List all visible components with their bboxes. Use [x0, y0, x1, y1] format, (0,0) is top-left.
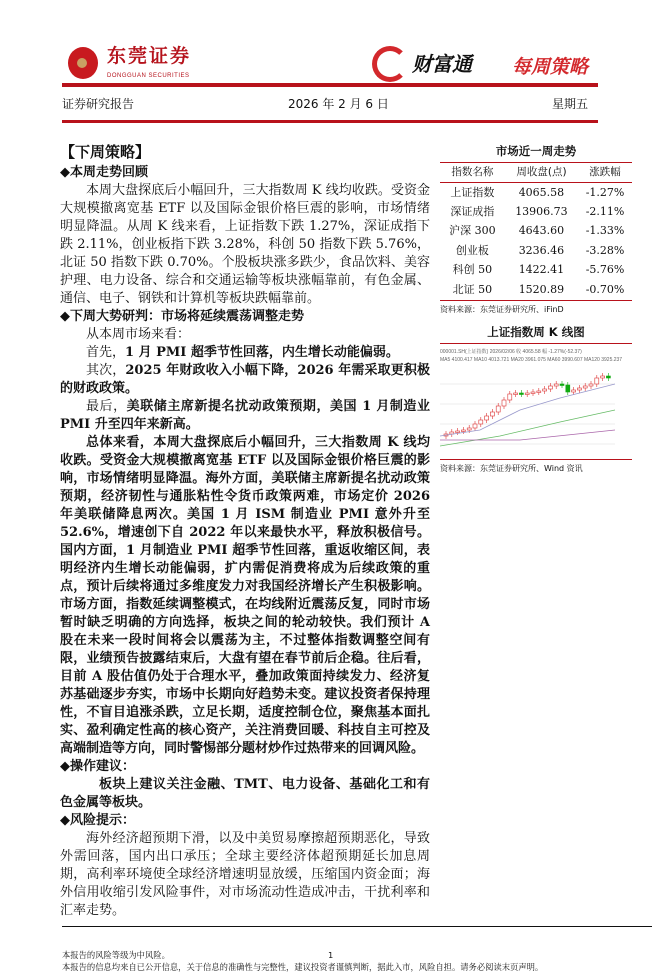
table-cell: 3236.46 [518, 243, 565, 257]
table-cell: 创业板 [455, 243, 489, 257]
candle-body [490, 412, 494, 416]
table-row [440, 183, 632, 203]
point-text: 美联储主席新提名扰动政策预期，美国 1 月制造业 PMI 升至四年来新高。 [60, 399, 430, 432]
candle-body [589, 384, 593, 386]
point-2 [60, 362, 430, 398]
header-rule-2 [62, 120, 598, 123]
candle-body [485, 416, 489, 420]
risk-heading: ◆风险提示： [60, 813, 135, 828]
risk-text: 海外经济超预期下滑，以及中美贸易摩擦超预期恶化，导致外需回落，国内出口承压；全球主要经济体超预期延长加息周期，高利率环境使全球经济增速明显放缓，压缩国内资金面；海外信用收缩引发风险事件，对市场流动性造成冲击，干扰利率和汇率走势。 [60, 831, 430, 918]
candle-body [554, 384, 558, 386]
table-cell: 4065.58 [518, 185, 565, 199]
table-row [440, 241, 632, 261]
col-header: 指数名称 [440, 163, 505, 183]
header-rule [62, 83, 598, 87]
sidebar [440, 144, 632, 474]
brand-banner [372, 46, 602, 86]
table-cell: -1.33% [585, 224, 625, 238]
table-row [440, 222, 632, 242]
table-source: 资料来源：东莞证券研究所、iFinD [440, 300, 632, 315]
candle-body [508, 394, 512, 400]
candle-body [456, 431, 460, 433]
table-cell: -0.70% [585, 282, 625, 296]
table-cell: 北证 50 [452, 282, 493, 296]
table-row [440, 261, 632, 281]
table-cell: -3.28% [585, 243, 625, 257]
point-1 [60, 344, 430, 362]
logo-mark-icon [68, 47, 98, 79]
candle-body [537, 391, 541, 393]
table-cell: -2.11% [585, 204, 625, 218]
point-text: 2025 年财政收入小幅下降，2026 年需采取更积极的财政政策。 [60, 363, 430, 396]
disclaimer: 本报告的信息均来自已公开信息，关于信息的准确性与完整性，建议投资者谨慎判断，据此入市，风险自担。请务必阅读末页声明。 [62, 962, 544, 972]
candle-body [531, 392, 535, 394]
page-number: 1 [328, 950, 334, 960]
point-lead: 首先， [86, 345, 126, 360]
chart-source: 资料来源：东莞证券研究所、Wind 资讯 [440, 459, 632, 474]
report-weekday: 星期五 [552, 97, 589, 111]
brand-name: 财富通 [412, 52, 472, 76]
table-cell: -5.76% [585, 263, 625, 277]
brand-column: 每周策略 [512, 56, 589, 78]
candle-body [502, 400, 506, 406]
candle-body [543, 389, 547, 391]
summary-text: 总体来看，本周大盘探底后小幅回升，三大指数周 K 线均收跌。受资金大规模撤离宽基 ETF 以及国际金银价格巨震的影响，市场情绪明显降温。海外方面，美联储主席新提名扰动政策预期，经济韧性与通胀粘性令货币政策两难，市场定价 2026 年美联储降息两次。美国 1 月 ISM 制造业 PMI 意外升至 52.6%，增速创下自 2022 年以来最快水平，释放积极信号。国内方面，1 月制造业 PMI 超季节性回落，重返收缩区间，表明经济内生增长动能偏弱，扩内需促消费将成为后续政策的重点，预计后续将通过多维度发力对我国经济增长产生积极影响。市场方面，指数延续调整模式，在均线附近震荡反复，同时市场暂时缺乏明确的方向选择，板块之间的轮动较快。我们预计 A 股在未来一段时间将会以震荡为主，不过整体指数调整空间有限，业绩预告披露结束后，大盘有望在春节前后企稳。往后看，目前 A 股估值仍处于合理水平，叠加政策面持续发力、经济复苏基础逐步夯实，市场中长期向好趋势未变。建议投资者保持理性，不盲目追涨杀跌，立足长期，适度控制仓位，聚焦基本面扎实、盈利确定性高的核心资产，关注消费回暖、科技自主可控及高端制造等方向，同时警惕部分题材炒作过热带来的回调风险。 [60, 435, 430, 756]
table-cell: 1520.89 [518, 282, 565, 296]
candle-body [525, 393, 529, 395]
candle-body [595, 378, 599, 384]
chart-title: 上证指数周 K 线图 [440, 325, 632, 344]
chart-header-2: MA5 4100.417 MA10 4013.721 MA20 3961.075 MA60 3990.607 MA120 3925.237 [440, 356, 623, 363]
table-cell: 4643.60 [518, 224, 565, 238]
market-table [440, 163, 632, 300]
candle-body [473, 424, 477, 428]
candle-body [479, 420, 483, 424]
ops-heading: ◆操作建议： [60, 759, 135, 774]
report-date: 2026 年 2 月 6 日 [288, 97, 389, 111]
table-cell: 科创 50 [452, 263, 493, 277]
point-text: 1 月 PMI 超季节性回落，内生增长动能偏弱。 [125, 345, 399, 360]
strategy-body [60, 142, 430, 920]
candle-body [572, 390, 576, 392]
review-heading: ◆本周走势回顾 [60, 165, 148, 180]
candle-body [601, 376, 605, 378]
candle-body [461, 430, 465, 432]
footer-rule [62, 926, 652, 927]
table-cell: 1422.41 [518, 263, 565, 277]
candle-body [577, 388, 581, 390]
review-text: 本周大盘探底后小幅回升，三大指数周 K 线均收跌。受资金大规模撤离宽基 ETF 以及国际金银价格巨震的影响，市场情绪明显降温。从周 K 线来看，上证指数下跌 1.27%，深证成指下跌 2.11%，创业板指下跌 3.28%，科创 50 指数下跌 5.76%，北证 50 指数下跌 0.70%。个股板块涨多跌少，食品饮料、美容护理、电力设备、综合和交通运输等板块涨幅靠前，有色金属、通信、电子、钢铁和计算机等板块跌幅靠前。 [60, 183, 430, 306]
candle-body [606, 376, 610, 378]
kline-chart-block [440, 325, 632, 474]
table-cell: -1.27% [585, 185, 625, 199]
candle-body [514, 393, 518, 395]
point-lead: 最后， [86, 399, 127, 414]
candle-body [519, 393, 523, 395]
logo-en: DONGGUAN SECURITIES [107, 73, 190, 79]
brand-ring-icon [372, 46, 408, 82]
kline-chart [440, 364, 630, 459]
table-row [440, 280, 632, 300]
candle-body [560, 384, 564, 386]
candle-body [566, 385, 570, 392]
company-logo [65, 45, 195, 83]
chart-header-1: 000001.SH(上证指数) 2026/02/06 收 4065.58 幅 -1.27%(-52.37) [440, 348, 582, 355]
point-lead: 其次， [86, 363, 126, 378]
section-title: 【下周策略】 [60, 143, 151, 161]
market-table-title: 市场近一周走势 [440, 144, 632, 163]
ma-line [440, 430, 615, 440]
table-cell: 沪深 300 [449, 224, 496, 238]
col-header: 周收盘(点) [505, 163, 578, 183]
outlook-intro: 从本周市场来看： [86, 327, 191, 342]
table-row [440, 202, 632, 222]
logo-cn: 东莞证券 [107, 45, 192, 67]
footer [62, 949, 652, 973]
table-cell: 上证指数 [450, 185, 495, 199]
report-type: 证券研究报告 [62, 97, 135, 111]
col-header: 涨跌幅 [578, 163, 632, 183]
ma-line [440, 384, 615, 436]
table-cell: 13906.73 [515, 204, 568, 218]
outlook-heading: ◆下周大势研判：市场将延续震荡调整走势 [60, 309, 304, 324]
ma-line [440, 410, 615, 446]
candle-body [467, 428, 471, 430]
risk-level: 本报告的风险等级为中风险。 [62, 950, 170, 960]
candle-body [583, 386, 587, 388]
candle-body [496, 406, 500, 412]
table-cell: 深证成指 [450, 204, 495, 218]
ops-text: 板块上建议关注金融、TMT、电力设备、基础化工和有色金属等板块。 [60, 777, 430, 810]
point-3 [60, 398, 430, 434]
candle-body [548, 386, 552, 389]
